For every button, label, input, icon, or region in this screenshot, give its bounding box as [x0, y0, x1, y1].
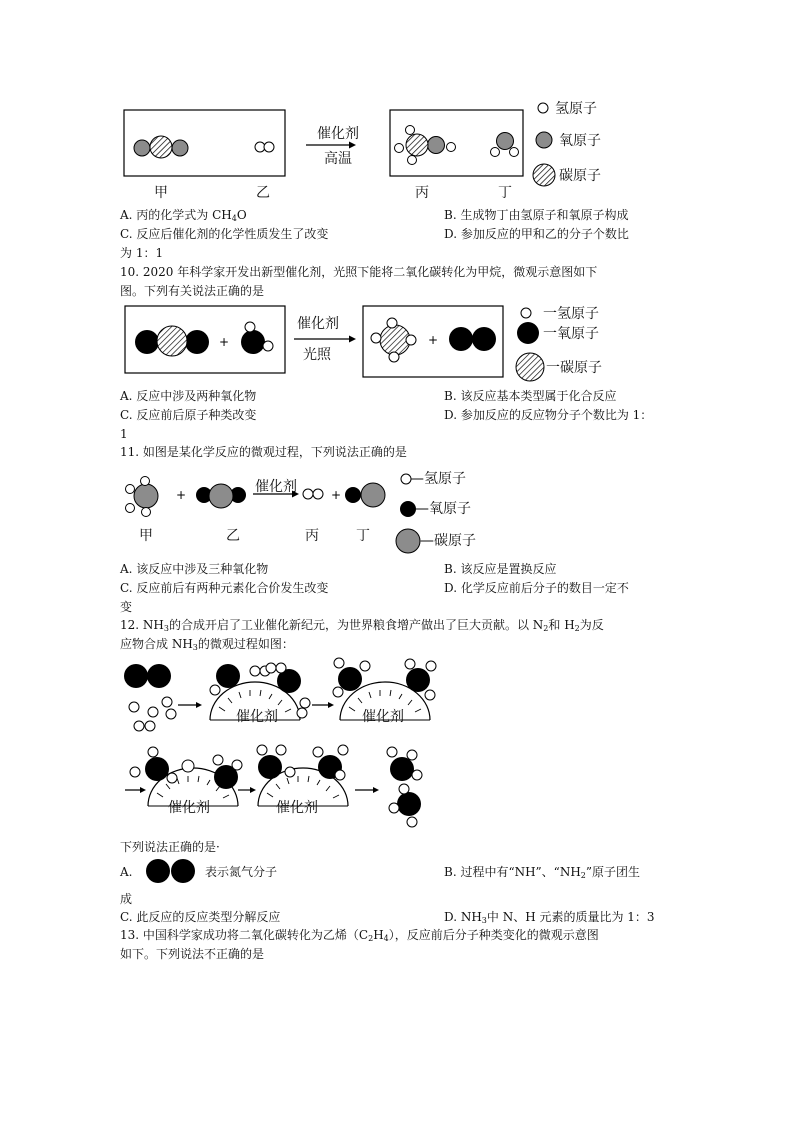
q10-stem-line2: 图。下列有关说法正确的是	[120, 284, 265, 298]
q9-option-c[interactable]: C. 反应后催化剂的化学性质发生了改变	[120, 227, 329, 241]
q10-legend-c: 一碳原子	[546, 360, 602, 376]
q9-catalyst-label: 催化剂	[317, 126, 359, 142]
q9-legend-o: 氧原子	[559, 133, 601, 149]
q10-plus-2: +	[428, 333, 439, 347]
q12-option-a-text: 表示氮气分子	[205, 865, 278, 879]
q9-option-b[interactable]: B. 生成物丁由氢原子和氧原子构成	[444, 208, 629, 222]
q10-option-d[interactable]: D. 参加反应的反应物分子个数比为 1：	[444, 408, 653, 422]
q11-legend-c: —碳原子	[420, 533, 476, 549]
q11-option-c[interactable]: C. 反应前后有两种元素化合价发生改变	[120, 581, 329, 595]
q11-plus-1: +	[176, 488, 187, 502]
q10-condition-label: 光照	[303, 347, 331, 363]
q9-label-bing: 丙	[415, 185, 429, 201]
q12-catalyst-label-1: 催化剂	[236, 709, 278, 725]
q12-option-c[interactable]: C. 此反应的反应类型分解反应	[120, 910, 281, 924]
q12-stem-line1: 12. $NH_3$的合成开启了工业催化新纪元，为世界粮食增产做出了巨大贡献。以 $N_2$和 $H_2$为反	[120, 618, 604, 633]
q11-stem: 11. 如图是某化学反应的微观过程，下列说法正确的是	[120, 445, 407, 459]
q10-option-d-cont: 1	[120, 427, 128, 441]
q9-label-jia: 甲	[154, 185, 168, 201]
q10-option-b[interactable]: B. 该反应基本类型属于化合反应	[444, 389, 617, 403]
q12-stem-line2: 应物合成 $NH_3$的微观过程如图：	[120, 637, 294, 652]
q13-stem-line2: 如下。下列说法不正确的是	[120, 947, 265, 961]
q11-option-d-cont: 变	[120, 600, 133, 614]
q12-question: 下列说法正确的是·	[120, 840, 220, 854]
q12-option-b-cont: 成	[120, 892, 133, 906]
q11-option-b[interactable]: B. 该反应是置换反应	[444, 562, 557, 576]
q9-option-d-cont: 为 1：1	[120, 246, 164, 260]
q11-label-yi: 乙	[226, 528, 240, 544]
q12-option-a[interactable]: A.	[120, 865, 133, 879]
q9-label-yi: 乙	[256, 185, 270, 201]
q11-option-d[interactable]: D. 化学反应前后分子的数目一定不	[444, 581, 629, 595]
q12-option-d[interactable]: D. $NH_3$中 N、H 元素的质量比为 1：3	[444, 910, 655, 925]
q12-option-b[interactable]: B. 过程中有“NH”、“$NH_2$”原子团生	[444, 865, 641, 880]
q10-legend-o: 一氧原子	[543, 326, 599, 342]
q9-condition-label: 高温	[324, 151, 352, 167]
q9-label-ding: 丁	[498, 185, 512, 201]
q11-label-ding: 丁	[356, 528, 370, 544]
q9-legend-c: 碳原子	[559, 168, 601, 184]
q11-label-bing: 丙	[305, 528, 319, 544]
q11-label-jia: 甲	[139, 528, 153, 544]
q11-catalyst-label: 催化剂	[255, 479, 297, 495]
q12-catalyst-label-4: 催化剂	[276, 800, 318, 816]
q10-plus-1: +	[219, 335, 230, 349]
q9-option-d[interactable]: D. 参加反应的甲和乙的分子个数比	[444, 227, 629, 241]
q11-plus-2: +	[331, 488, 342, 502]
q10-stem-line1: 10. 2020 年科学家开发出新型催化剂，光照下能将二氧化碳转化为甲烷，微观示意图如下	[120, 265, 598, 279]
q10-option-a[interactable]: A. 反应中涉及两种氧化物	[120, 389, 257, 403]
q11-legend-o: —氧原子	[415, 501, 471, 517]
q9-legend-h: 氢原子	[555, 101, 597, 117]
q10-option-c[interactable]: C. 反应前后原子种类改变	[120, 408, 257, 422]
q11-legend-h: —氢原子	[410, 471, 466, 487]
q13-stem-line1: 13. 中国科学家成功将二氧化碳转化为乙烯$(C_2H_4)$，反应前后分子种类变化的微观示意图	[120, 928, 599, 943]
q12-catalyst-label-2: 催化剂	[362, 709, 404, 725]
q10-catalyst-label: 催化剂	[297, 316, 339, 332]
q12-catalyst-label-3: 催化剂	[168, 800, 210, 816]
q9-option-a[interactable]: A. 丙的化学式为 $CH_4O$	[120, 208, 247, 223]
q11-option-a[interactable]: A. 该反应中涉及三种氧化物	[120, 562, 269, 576]
q10-legend-h: 一氢原子	[543, 306, 599, 322]
